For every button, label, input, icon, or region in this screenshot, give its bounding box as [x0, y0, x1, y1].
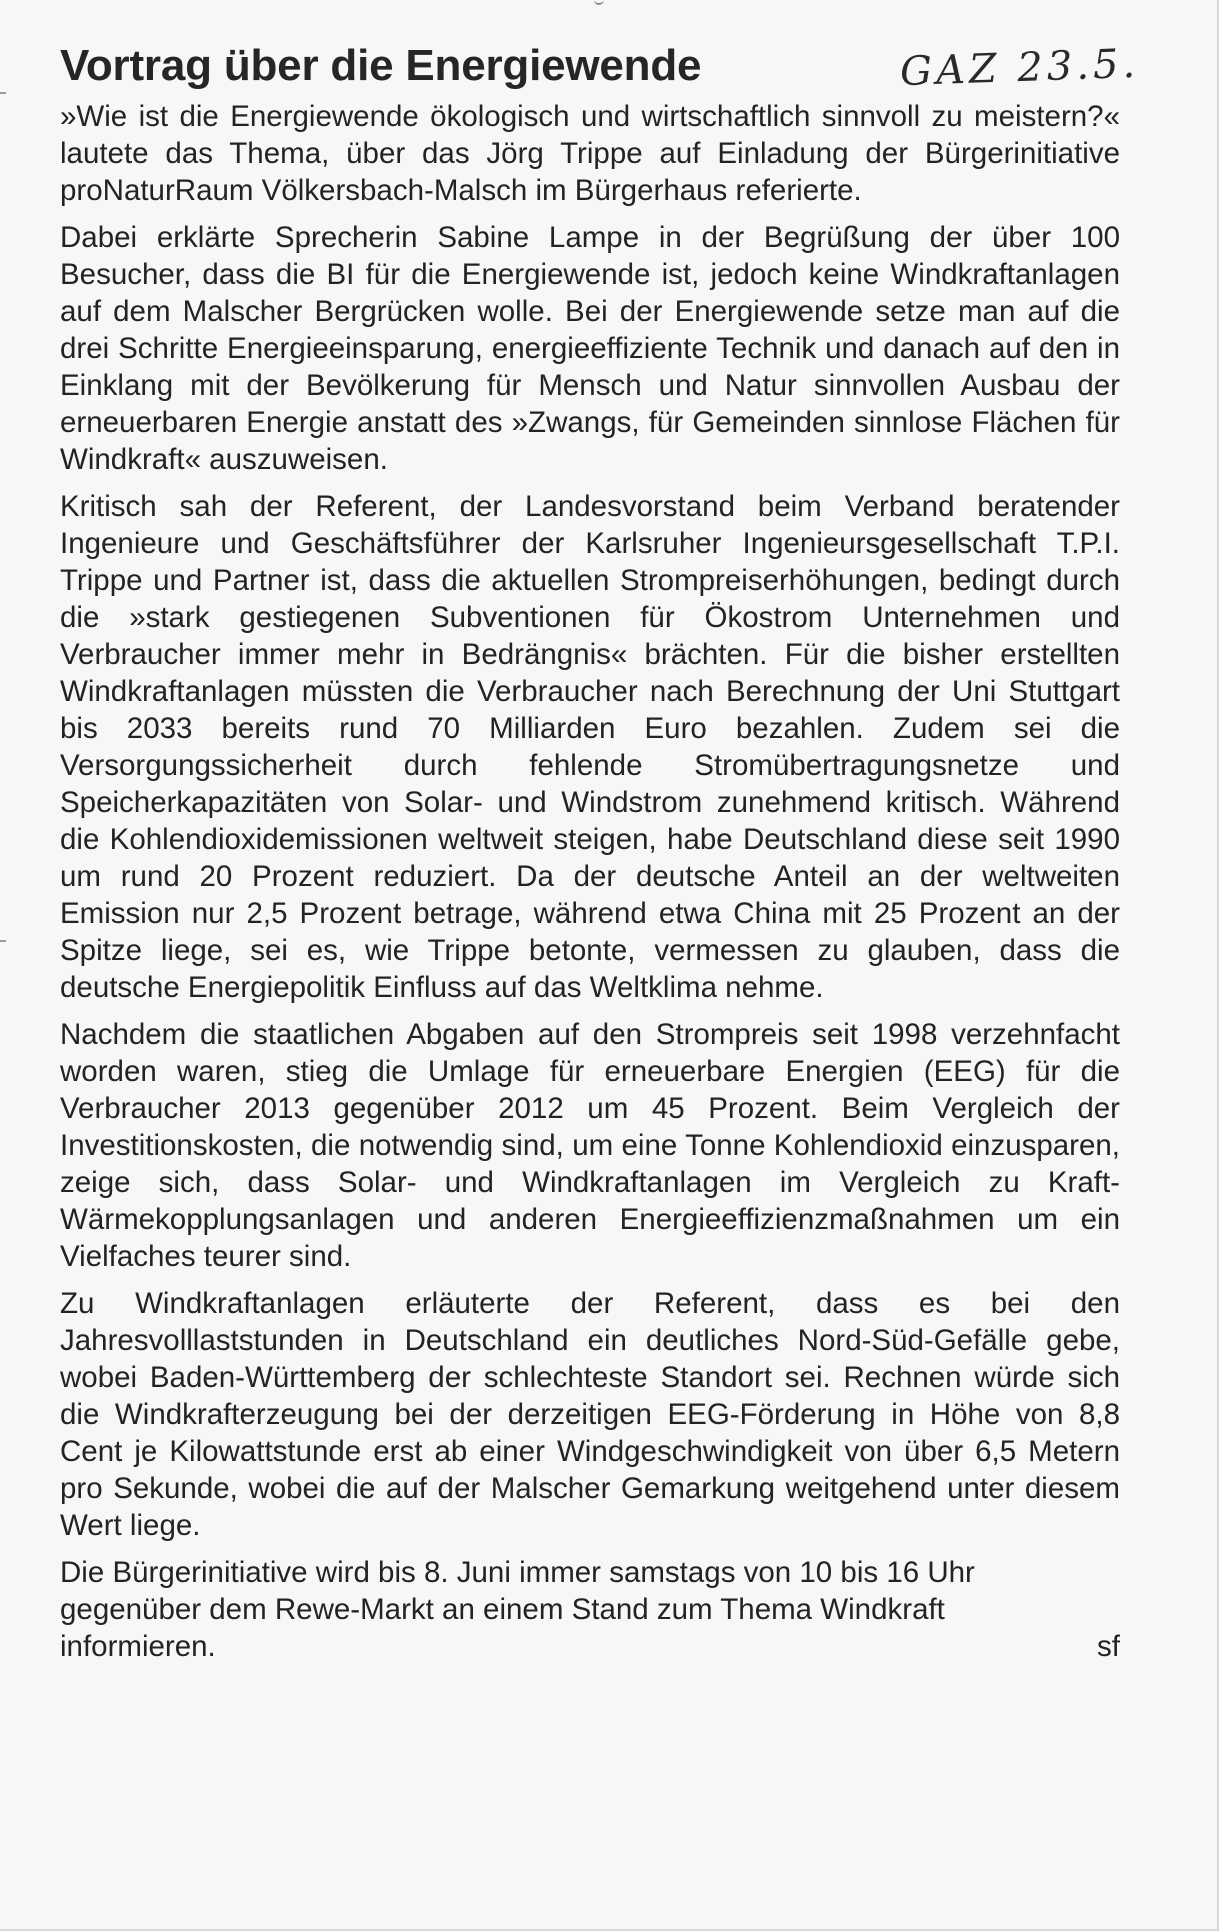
paragraph-wind: Zu Windkraftanlagen erläuterte der Referent, dass es bei den Jahresvolllaststunden in Deutschland ein deutliches Nord-Süd-Gefälle gebe, wobei Baden-Württemberg der schlechteste Standort sei. Rechnen würde sich die Windkrafterzeugung bei der derzeitigen EEG-Förderung in Höhe von 8,8 Cent je Kilowattstunde erst ab einer Windgeschwindigkeit von über 6,5 Metern pro Sekunde, wobei die auf der Malscher Gemarkung weitgehend unter diesem Wert liege. — [60, 1287, 1120, 1542]
paragraph-costs: Nachdem die staatlichen Abgaben auf den Strompreis seit 1998 verzehnfacht worden waren, stieg die Umlage für erneuerbare Energien (EEG) für die Verbraucher 2013 gegenüber 2012 um 45 Prozent. Beim Vergleich der Investitionskosten, die notwendig sind, um eine Tonne Kohlendioxid einzusparen, zeige sich, dass Solar- und Windkraftanlagen im Vergleich zu Kraft-Wärmekopplungsanlagen und anderen Energieeffizienzmaßnahmen um ein Vielfaches teurer sind. — [60, 1018, 1120, 1273]
handwritten-note: GAZ 23.5. — [899, 40, 1140, 96]
closing-row — [60, 1554, 1120, 1665]
article — [60, 38, 1140, 1675]
scan-mark — [594, 0, 604, 5]
margin-tick — [0, 92, 6, 94]
paragraph-closing: Die Bürgerinitiative wird bis 8. Juni immer samstags von 10 bis 16 Uhr gegenüber dem Rewe-Markt an einem Stand zum Thema Windkraft informieren. — [60, 1556, 975, 1663]
paragraph-intro: »Wie ist die Energiewende ökologisch und wirtschaftlich sinnvoll zu meistern?« lautete das Thema, über das Jörg Trippe auf Einladung der Bürgerinitiative proNaturRaum Völkersbach-Malsch im Bürgerhaus referierte. — [60, 100, 1120, 207]
paragraph-greeting: Dabei erklärte Sprecherin Sabine Lampe in der Begrüßung der über 100 Besucher, dass die BI für die Energiewende ist, jedoch keine Windkraftanlagen auf dem Malscher Bergrücken wolle. Bei der Energiewende setze man auf die drei Schritte Energieeinsparung, energieeffiziente Technik und danach auf den in Einklang mit der Bevölkerung für Mensch und Natur sinnvollen Ausbau der erneuerbaren Energie anstatt des »Zwangs, für Gemeinden sinnlose Flächen für Windkraft« auszuweisen. — [60, 221, 1120, 476]
paragraph-criticism: Kritisch sah der Referent, der Landesvorstand beim Verband beratender Ingenieure und Geschäftsführer der Karlsruher Ingenieursgesellschaft T.P.I. Trippe und Partner ist, dass die aktuellen Strompreiserhöhungen, bedingt durch die »stark gestiegenen Subventionen für Ökostrom Unternehmen und Verbraucher immer mehr in Bedrängnis« brächten. Für die bisher erstellten Windkraftanlagen müssten die Verbraucher nach Berechnung der Uni Stuttgart bis 2033 bereits rund 70 Milliarden Euro bezahlen. Zudem sei die Versorgungssicherheit durch fehlende Stromübertragungsnetze und Speicherkapazitäten von Solar- und Windstrom zunehmend kritisch. Während die Kohlendioxidemissionen weltweit steigen, habe Deutschland diese seit 1990 um rund 20 Prozent reduziert. Da der deutsche Anteil an der weltweiten Emission nur 2,5 Prozent betrage, während etwa China mit 25 Prozent an der Spitze liege, sei es, wie Trippe betonte, vermessen zu glauben, dass die deutsche Energiepolitik Einfluss auf das Weltklima nehme. — [60, 490, 1120, 1004]
author-initials: sf — [1097, 1630, 1120, 1663]
headline-row — [60, 38, 1140, 98]
margin-tick — [0, 940, 6, 942]
headline: Vortrag über die Energiewende — [60, 41, 702, 90]
